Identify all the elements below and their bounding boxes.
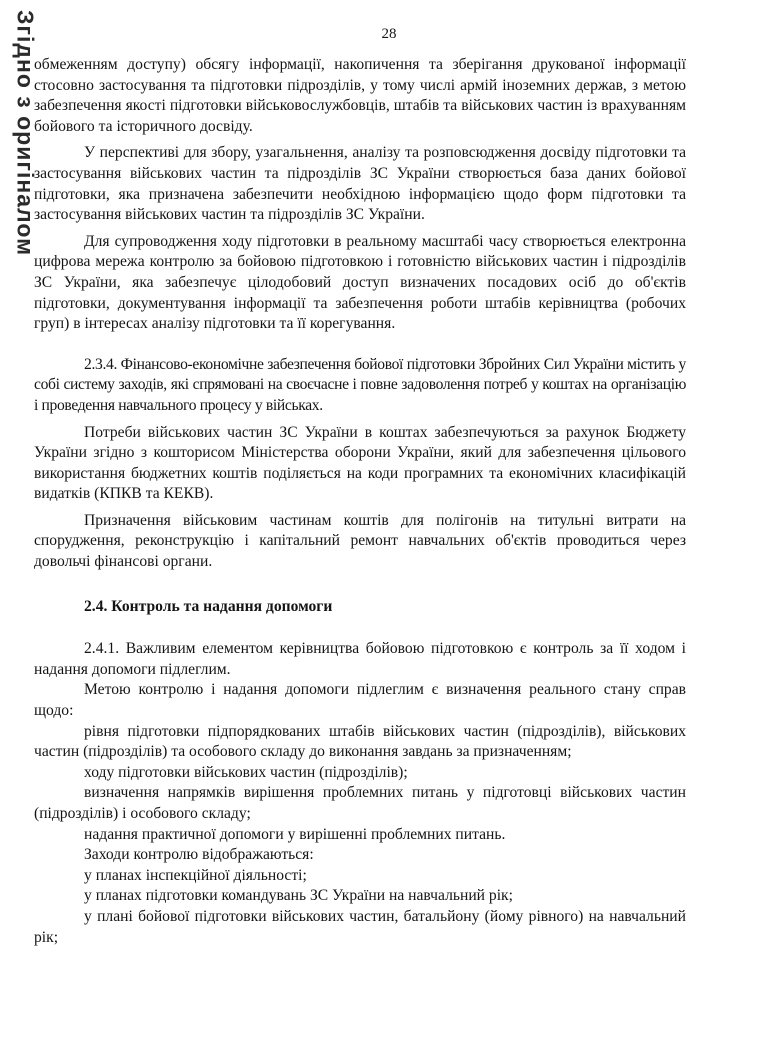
paragraph-network: Для супроводження ходу підготовки в реальному масштабі часу створюється електронна цифрова мережа контролю за бойовою підготовкою і готовністю військових частин і підрозділів ЗС України, яка забезпечує цілодобовий доступ визначених посадових осіб до об'єктів підготовки, документування інформації та забезпечення роботи штабів керівництва (робочих груп) в інтересах аналізу підготовки та її корегування. — [34, 232, 686, 333]
list-item: рівня підготовки підпорядкованих штабів військових частин (підрозділів), військових частин (підрозділів) та особового складу до виконання завдань за призначенням; — [34, 722, 686, 761]
stamp-text: Згідно з оригіналом — [12, 10, 39, 257]
body-text — [34, 55, 686, 948]
paragraph-control-purpose: Метою контролю і надання допомоги підлеглим є визначення реального стану справ щодо: — [34, 681, 686, 720]
list-item: надання практичної допомоги у вирішенні проблемних питань. — [84, 825, 506, 843]
paragraph-control-measures: Заходи контролю відображаються: — [84, 846, 314, 864]
paragraph-2-3-4: 2.3.4. Фінансово-економічне забезпечення бойової підготовки Збройних Сил України містить у собі систему заходів, які спрямовані на своєчасне і повне задоволення потреб у коштах на організацію і проведення навчального процесу у військах. — [34, 355, 686, 414]
section-heading-2-4: 2.4. Контроль та надання допомоги — [84, 597, 333, 615]
paragraph-2-4-1: 2.4.1. Важливим елементом керівництва бойовою підготовкою є контроль за її ходом і надання допомоги підлеглим. — [34, 640, 686, 678]
paragraph-database: У перспективі для збору, узагальнення, аналізу та розповсюдження досвіду підготовки та застосування військових частин та підрозділів ЗС України створюється база даних бойової підготовки, яка призначена забезпечити необхідною інформацією щодо форм підготовки та застосування військових частин та підрозділів ЗС України. — [34, 144, 686, 224]
list-item: у планах інспекційної діяльності; — [84, 866, 307, 884]
page-number: 28 — [381, 26, 397, 42]
list-item: визначення напрямків вирішення проблемних питань у підготовці військових частин (підрозділів) і особового складу; — [34, 784, 686, 822]
list-item: у плані бойової підготовки військових частин, батальйону (йому рівного) на навчальний рік; — [34, 907, 686, 946]
paragraph-funding-assignment: Призначення військовим частинам коштів для полігонів на титульні витрати на спорудження, реконструкцію і капітальний ремонт навчальних об'єктів проводиться через довольчі фінансові органи. — [34, 511, 686, 571]
list-item: ходу підготовки військових частин (підрозділів); — [84, 763, 408, 781]
paragraph-continuation: обмеженням доступу) обсягу інформації, накопичення та зберігання друкованої інформації стосовно застосування та підготовки підрозділів, у тому числі армій іноземних держав, з метою забезпечення якості підготовки військовослужбовців, штабів та військових частин із врахуванням бойового та історичного досвіду. — [34, 56, 686, 135]
list-item: у планах підготовки командувань ЗС України на навчальний рік; — [84, 887, 513, 905]
paragraph-funding-needs: Потреби військових частин ЗС України в коштах забезпечуються за рахунок Бюджету України згідно з кошторисом Міністерства оборони України, який для забезпечення цільового використання бюджетних коштів поділяється на коди програмних та економічних класифікацій видатків (КПКВ та КЕКВ). — [34, 423, 686, 503]
